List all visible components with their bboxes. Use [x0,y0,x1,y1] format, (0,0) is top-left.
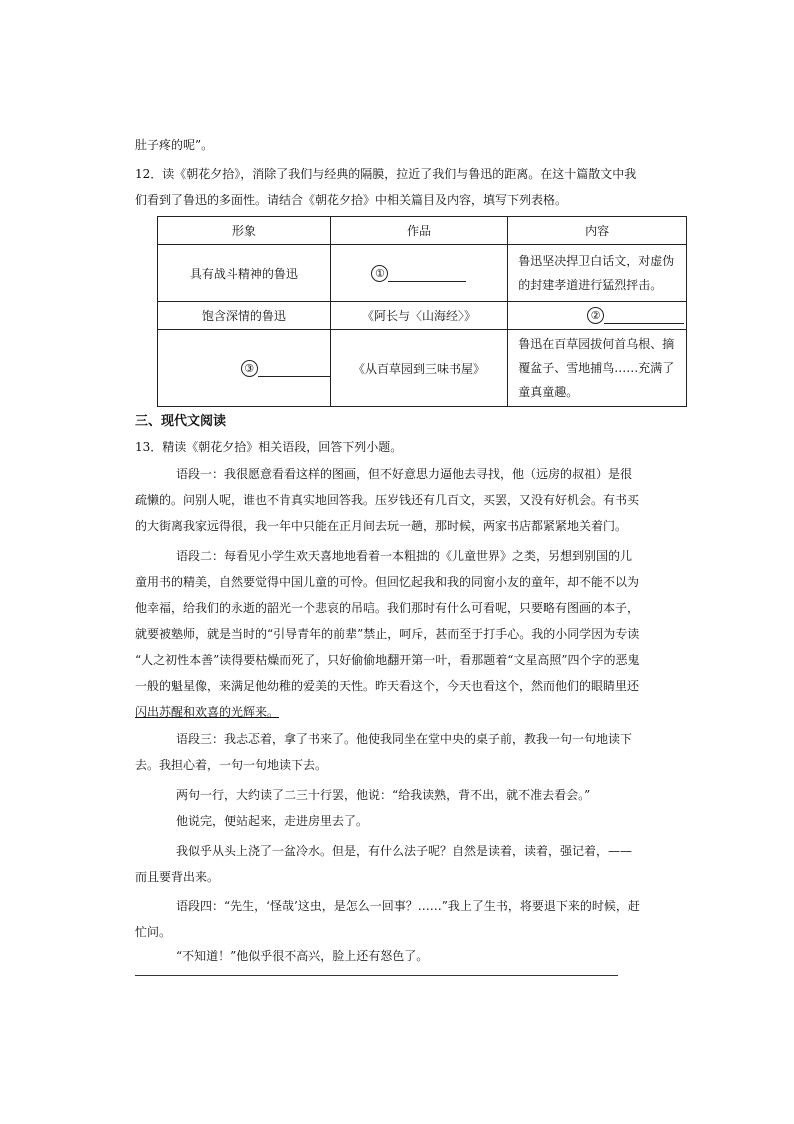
circled-number: ③ [241,360,258,377]
table-row [158,330,687,407]
paragraph-line: 他幸福，给我们的永逝的韶光一个悲哀的吊唁。我们那时有什么可看呢，只要略有图画的本子， [135,601,640,615]
paragraph-line: 童用书的精美，自然要觉得中国儿童的可怜。但回忆起我和我的同窗小友的童年，却不能不以为 [135,575,640,589]
blank-line[interactable] [388,281,466,282]
text-line: 们看到了鲁迅的多面性。请结合《朝花夕拾》中相关篇目及内容，填写下列表格。 [135,193,568,207]
cell-image: 饱含深情的鲁迅 [158,302,331,330]
underlined-phrase: 闪出苏醒和欢喜的光辉来。 [135,705,280,719]
cell-work: 《阿长与〈山海经〉》 [330,302,508,330]
table-row [158,245,687,302]
paragraph-line: 两句一行，大约读了二三十行罢，他说：“给我读熟，背不出，就不准去看会。” [176,788,591,802]
table-row [158,302,687,330]
answer-table [157,216,687,407]
paragraph-line: 语段三：我忐忑着，拿了书来了。他使我同坐在堂中央的桌子前，教我一句一句地读下 [176,732,633,746]
paragraph-line: 忙问。 [135,925,172,939]
paragraph-line: 的大街离我家远得很，我一年中只能在正月间去玩一趟，那时候，两家书店都紧紧地关着门。 [135,519,628,533]
cell-image-blank[interactable] [158,330,331,407]
circled-number: ① [371,265,388,282]
paragraph-line: “不知道！”他似乎很不高兴，脸上还有怒色了。 [176,949,429,963]
header-image: 形象 [158,217,331,245]
paragraph-line: 去。我担心着，一句一句地读下去。 [135,758,328,772]
paragraph-line: “人之初性本善”读得要枯燥而死了，只好偷偷地翻开第一叶，看那题着“文星高照”四个字的恶鬼 [135,653,640,667]
paragraph-line: 我似乎从头上浇了一盆冷水。但是，有什么法子呢？自然是读着，读着，强记着，—— [176,844,633,858]
table-header-row [158,217,687,245]
question-12: 12．读《朝花夕拾》，消除了我们与经典的隔膜，拉近了我们与鲁迅的距离。在这十篇散文中我 [135,167,637,181]
footer-divider [135,975,618,976]
cell-work: 《从百草园到三味书屋》 [330,330,508,407]
header-work: 作品 [330,217,508,245]
question-13: 13．精读《朝花夕拾》相关语段，回答下列小题。 [135,440,403,454]
blank-line[interactable] [258,376,330,377]
paragraph-line: 就要被塾师，就是当时的“引导青年的前辈”禁止，呵斥，甚而至于打手心。我的小同学因为专读 [135,627,640,641]
circled-number: ② [587,307,604,324]
paragraph-line: 一般的魁星像，来满足他幼稚的爱美的天性。昨天看这个，今天也看这个，然而他们的眼睛里还 [135,679,640,693]
paragraph-line: 语段一：我很愿意看看这样的图画，但不好意思力逼他去寻找，他（远房的叔祖）是很 [176,467,633,481]
cell-content-blank[interactable] [508,302,687,330]
text-line: 肚子疼的呢”。 [135,138,214,152]
paragraph-line: 他说完，便站起来，走进房里去了。 [176,814,369,828]
section-title: 三、现代文阅读 [135,414,227,429]
header-content: 内容 [508,217,687,245]
cell-image: 具有战斗精神的鲁迅 [158,245,331,302]
blank-line[interactable] [604,323,684,324]
cell-content: 鲁迅坚决捍卫白话文，对虚伪的封建孝道进行猛烈抨击。 [508,245,687,302]
paragraph-line: 疏懒的。问别人呢，谁也不肯真实地回答我。压岁钱还有几百文，买罢，又没有好机会。有书买 [135,493,640,507]
paragraph-line: 语段四：“先生，‘怪哉’这虫，是怎么一回事？……”我上了生书，将要退下来的时候，赶 [176,899,640,913]
paragraph-line: 语段二：每看见小学生欢天喜地地看着一本粗拙的《儿童世界》之类，另想到别国的儿 [176,549,633,563]
cell-content: 鲁迅在百草园拔何首乌根、摘覆盆子、雪地捕鸟……充满了童真童趣。 [508,330,687,407]
paragraph-line: 而且要背出来。 [135,870,220,884]
cell-work-blank[interactable] [330,245,508,302]
